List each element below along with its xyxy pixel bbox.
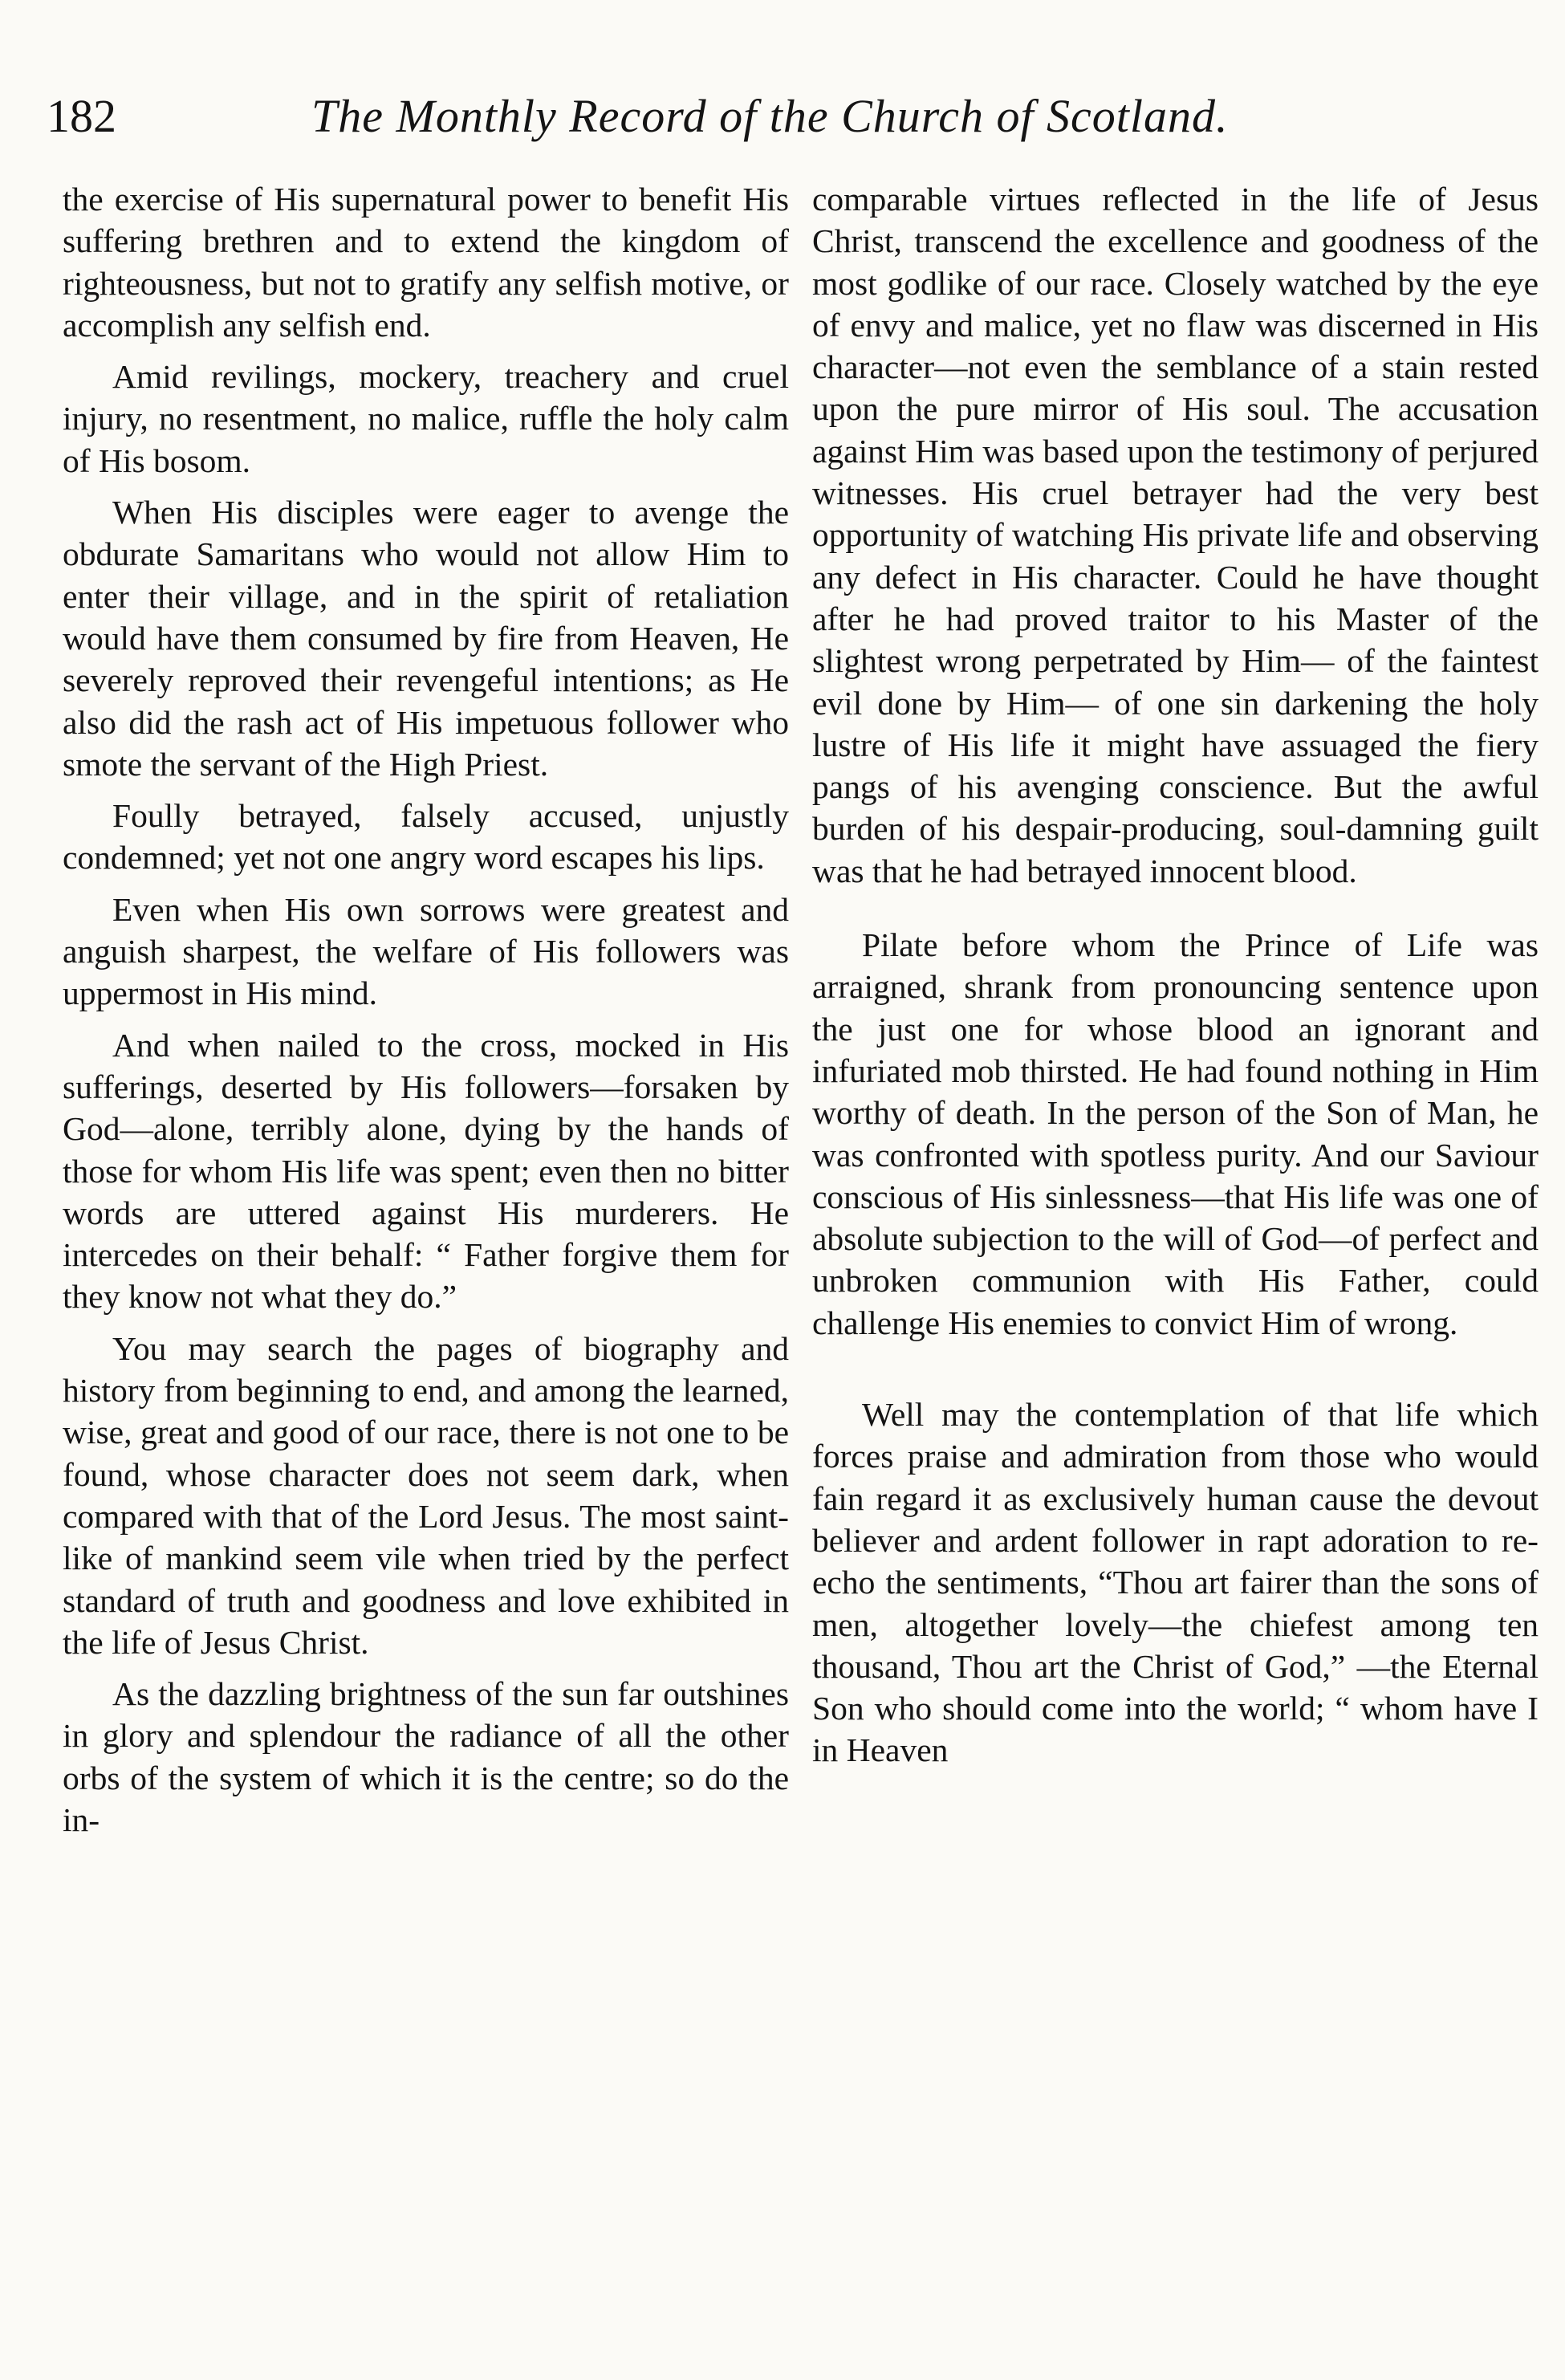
paragraph: Even when His own sorrows were greatest and anguish sharpest, the welfare of His followers was uppermost in His mind. <box>63 890 789 1012</box>
left-column <box>63 178 789 1841</box>
paragraph: the exercise of His supernatural power to benefit His suffering brethren and to extend the kingdom of righteousness, but not to gratify any selfish motive, or accomplish any selfish end. <box>63 181 789 344</box>
right-column <box>812 178 1539 1772</box>
paragraph: When His disciples were eager to avenge the obdurate Samaritans who would not allow Him to enter their village, and in the spirit of retaliation would have them consumed by fire from Heaven, He severely reproved their revengeful intentions; as He also did the rash act of His impetuous follower who smote the servant of the High Priest. <box>63 494 789 783</box>
paragraph: You may search the pages of biography and history from beginning to end, and among the learned, wise, great and good of our race, there is not one to be found, whose character does not seem dark, when compared with that of the Lord Jesus. The most saint-like of mankind seem vile when tried by the perfect standard of truth and goodness and love exhibited in the life of Jesus Christ. <box>63 1329 789 1661</box>
paragraph: As the dazzling brightness of the sun far outshines in glory and splendour the radiance of all the other orbs of the system of which it is the centre; so do the in- <box>63 1675 789 1838</box>
paragraph: And when nailed to the cross, mocked in His sufferings, deserted by His followers—forsaken by God—alone, terribly alone, dying by the hands of those for whom His life was spent; even then no bitter words are uttered against His murderers. He intercedes on their behalf: “ Father forgive them for they know not what they do.” <box>63 1026 789 1316</box>
paragraph: Amid revilings, mockery, treachery and cruel injury, no resentment, no malice, ruffle the holy calm of His bosom. <box>63 358 789 479</box>
page-number: 182 <box>47 90 116 142</box>
page-header <box>47 88 1515 144</box>
paragraph: Pilate before whom the Prince of Life was arraigned, shrank from pronouncing sentence upon the just one for whose blood an ignorant and infuriated mob thirsted. He had found nothing in Him worthy of death. In the person of the Son of Man, he was confronted with spotless purity. And our Saviour conscious of His sinlessness—that His life was one of absolute subjection to the will of God—of perfect and unbroken communion with His Father, could challenge His enemies to convict Him of wrong. <box>812 926 1539 1341</box>
paragraph: Well may the contemplation of that life which forces praise and admiration from those who would fain regard it as exclusively human cause the devout believer and ardent follower in rapt adoration to re-echo the sentiments, “Thou art fairer than the sons of men, altogether lovely—the chiefest among ten thousand, Thou art the Christ of God,” —the Eternal Son who should come into the world; “ whom have I in Heaven <box>812 1396 1539 1769</box>
paragraph: comparable virtues reflected in the life of Jesus Christ, transcend the excellence and goodness of the most godlike of our race. Closely watched by the eye of envy and malice, yet no flaw was discerned in His character—not even the semblance of a stain rested upon the pure mirror of His soul. The accusation against Him was based upon the testimony of perjured witnesses. His cruel betrayer had the very best opportunity of watching His private life and observing any defect in His character. Could he have thought after he had proved traitor to his Master of the slightest wrong perpetrated by Him— of the faintest evil done by Him— of one sin darkening the holy lustre of His life it might have assuaged the fiery pangs of his avenging conscience. But the awful burden of his despair-producing, soul-damning guilt was that he had betrayed innocent blood. <box>812 181 1539 889</box>
running-title: The Monthly Record of the Church of Scotland. <box>311 90 1229 142</box>
paragraph: Foully betrayed, falsely accused, unjustly condemned; yet not one angry word escapes his lips. <box>63 797 789 877</box>
